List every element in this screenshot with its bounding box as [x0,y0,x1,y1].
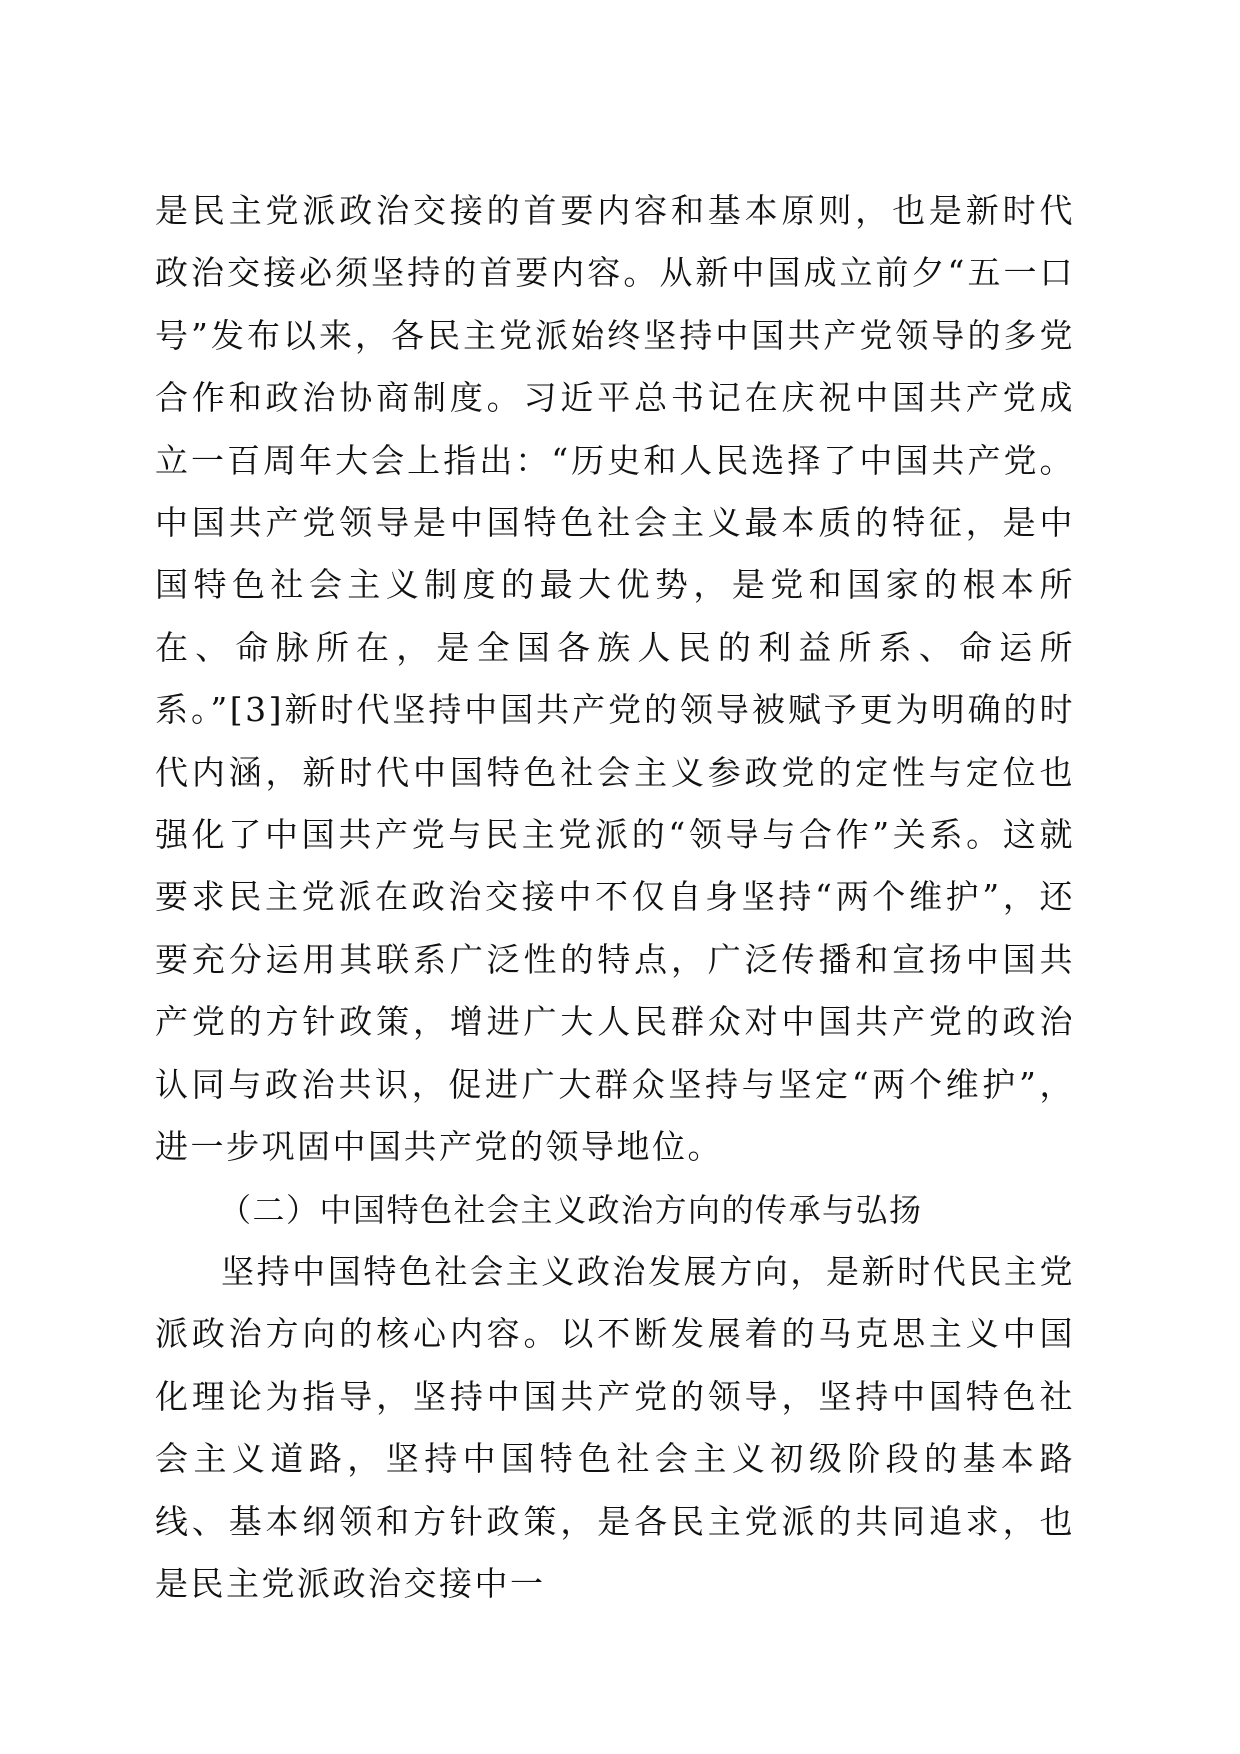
section-heading: （二）中国特色社会主义政治方向的传承与弘扬 [219,1190,923,1229]
body-paragraph-continued: 是民主党派政治交接的首要内容和基本原则，也是新时代政治交接必须坚持的首要内容。从新中国成立前夕“五一口号”发布以来，各民主党派始终坚持中国共产党领导的多党合作和政治协商制度。习近平总书记在庆祝中国共产党成立一百周年大会上指出：“历史和人民选择了中国共产党。中国共产党领导是中国特色社会主义最本质的特征，是中国特色社会主义制度的最大优势，是党和国家的根本所在、命脉所在，是全国各族人民的利益所系、命运所系。”[3]新时代坚持中国共产党的领导被赋予更为明确的时代内涵，新时代中国特色社会主义参政党的定性与定位也强化了中国共产党与民主党派的“领导与合作”关系。这就要求民主党派在政治交接中不仅自身坚持“两个维护”，还要充分运用其联系广泛性的特点，广泛传播和宣扬中国共产党的方针政策，增进广大人民群众对中国共产党的政治认同与政治共识，促进广大群众坚持与坚定“两个维护”，进一步巩固中国共产党的领导地位。 [155,191,1075,1167]
document-body [155,180,1075,1615]
body-paragraph: 坚持中国特色社会主义政治发展方向，是新时代民主党派政治方向的核心内容。以不断发展着的马克思主义中国化理论为指导，坚持中国共产党的领导，坚持中国特色社会主义道路，坚持中国特色社会主义初级阶段的基本路线、基本纲领和方针政策，是各民主党派的共同追求，也是民主党派政治交接中一 [155,1251,1075,1603]
